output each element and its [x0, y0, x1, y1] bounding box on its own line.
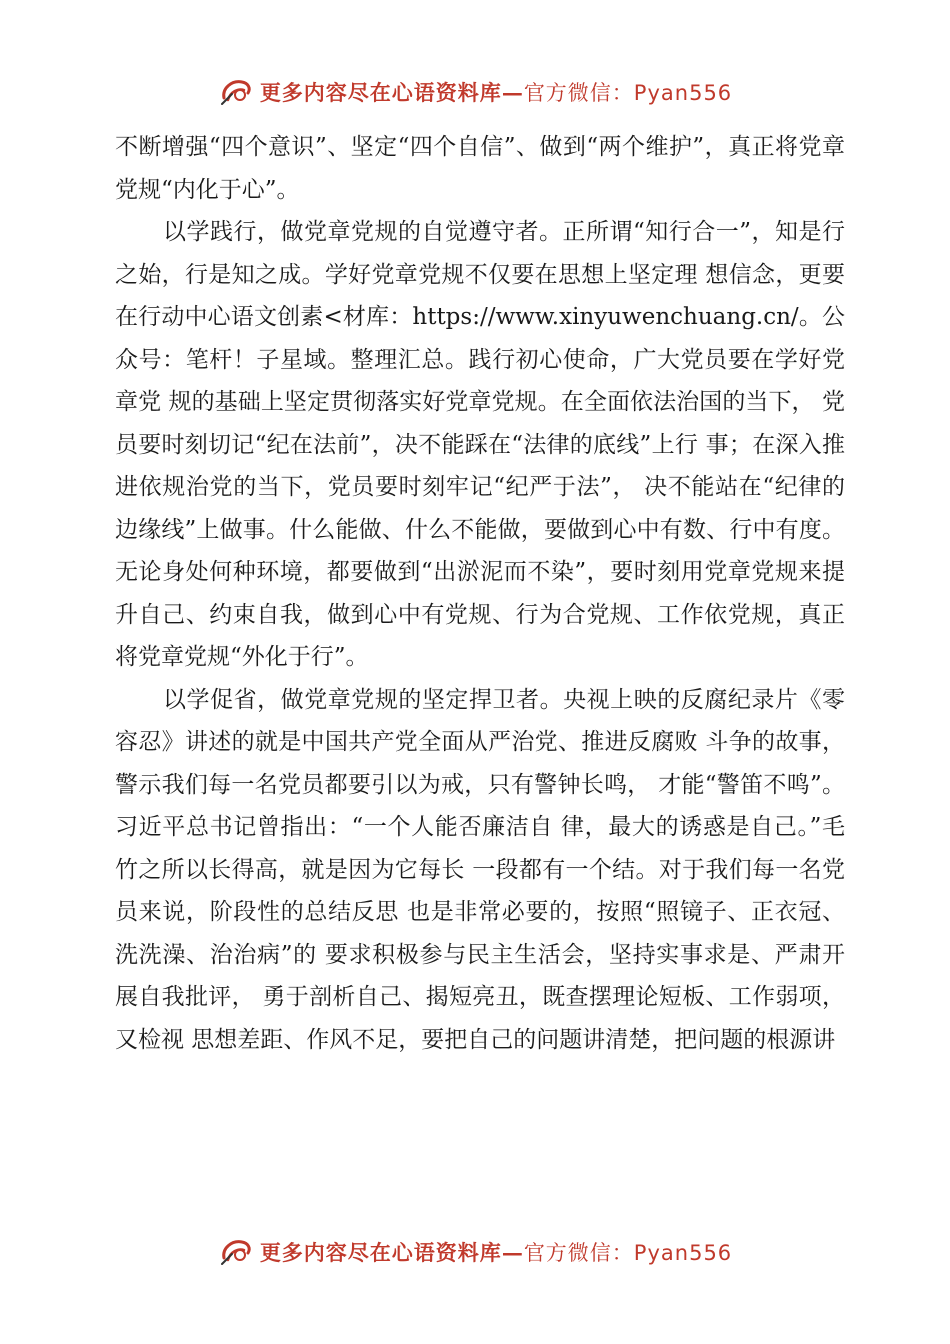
- brush-swirl-logo-icon: [218, 1234, 254, 1270]
- header-banner: [0, 72, 950, 112]
- footer-banner-main: 更多内容尽在心语资料库: [259, 1240, 502, 1265]
- header-banner-dash: —: [501, 80, 524, 105]
- paragraph-1: 不断增强“四个意识”、坚定“四个自信”、做到“两个维护”，真正将党章党规“内化于心”。: [115, 134, 845, 203]
- brush-swirl-logo-icon: [218, 74, 254, 110]
- paragraph-3: 以学促省，做党章党规的坚定捍卫者。央视上映的反腐纪录片《零容忍》讲述的就是中国共产党全面从严治党、推进反腐败 斗争的故事，警示我们每一名党员都要引以为戒，只有警钟长鸣， 才能“警笛不鸣”。习近平总书记曾指出：“一个人能否廉洁自 律，最大的诱惑是自己。”毛竹之所以长得高，就是因为它每长 一段都有一个结。对于我们每一名党员来说，阶段性的总结反思 也是非常必要的，按照“照镜子、正衣冠、洗洗澡、治治病”的 要求积极参与民主生活会，坚持实事求是、严肃开展自我批评， 勇于剖析自己、揭短亮丑，既查摆理论短板、工作弱项，又检视 思想差距、作风不足，要把自己的问题讲清楚，把问题的根源讲: [115, 686, 845, 1053]
- header-banner-main: 更多内容尽在心语资料库: [259, 80, 502, 105]
- header-banner-text: [260, 77, 732, 107]
- footer-banner-wechat: 官方微信：Pyan556: [523, 1241, 733, 1265]
- header-banner-wechat: 官方微信：Pyan556: [523, 81, 733, 105]
- footer-banner-text: [260, 1237, 732, 1267]
- footer-banner: [0, 1232, 950, 1272]
- paragraph-2: 以学践行，做党章党规的自觉遵守者。正所谓“知行合一”，知是行之始，行是知之成。学好党章党规不仅要在思想上坚定理 想信念，更要在行动中心语文创素<材库：https://www.xinyuwenchuang.cn/。公众号：笔杆！子星域。整理汇总。践行初心使命，广大党员要在学好党章党 规的基础上坚定贯彻落实好党章党规。在全面依法治国的当下， 党员要时刻切记“纪在法前”，决不能踩在“法律的底线”上行 事；在深入推进依规治党的当下，党员要时刻牢记“纪严于法”， 决不能站在“纪律的边缘线”上做事。什么能做、什么不能做，要做到心中有数、行中有度。无论身处何种环境，都要做到“出淤泥而不染”，要时刻用党章党规来提升自己、约束自我，做到心中有党规、行为合党规、工作依党规，真正将党章党规“外化于行”。: [115, 219, 845, 670]
- document-body: [115, 126, 845, 1061]
- footer-banner-dash: —: [501, 1240, 524, 1265]
